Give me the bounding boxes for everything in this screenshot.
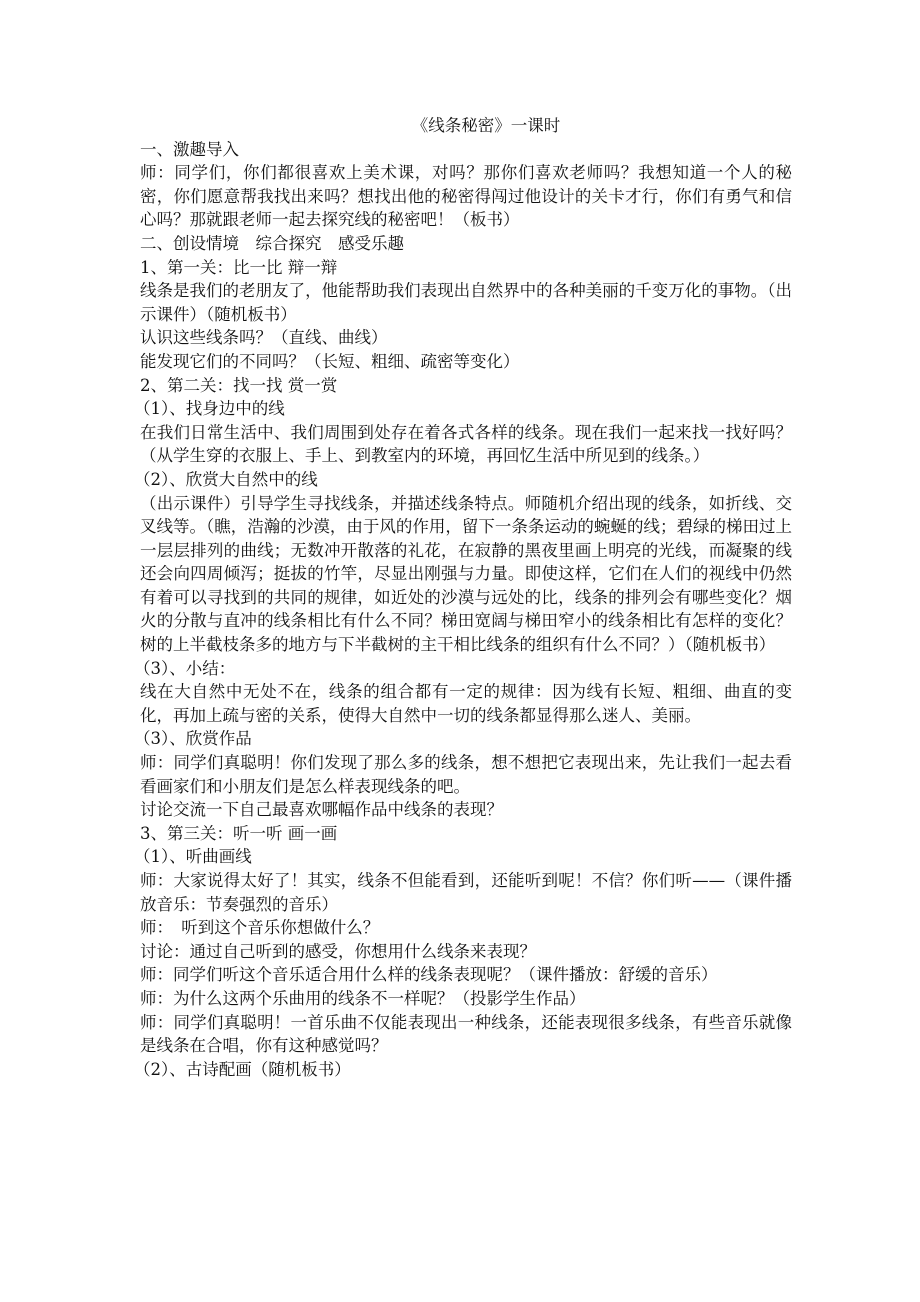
- subsection-heading: （3）、小结：: [134, 658, 236, 678]
- paragraph: 师：大家说得太好了！其实，线条不但能看到，还能听到呢！不信？你们听——（课件播放音乐：节奏强烈的音乐）: [140, 871, 792, 914]
- section-heading: 3、第三关：听一听 画一画: [140, 823, 338, 843]
- paragraph: 认识这些线条吗？（直线、曲线）: [140, 328, 388, 348]
- document-page: [134, 114, 792, 1081]
- paragraph: 师：同学们听这个音乐适合用什么样的线条表现呢？（课件播放：舒缓的音乐）: [140, 965, 718, 985]
- paragraph: 师： 听到这个音乐你想做什么？: [140, 918, 380, 938]
- document-title: 《线条秘密》一课时: [411, 116, 561, 135]
- subsection-heading: （1）、听曲画线: [134, 847, 252, 867]
- section-heading: 2、第二关：找一找 赏一赏: [140, 375, 338, 395]
- section-heading: 二、创设情境 综合探究 感受乐趣: [140, 233, 404, 253]
- section-heading: 一、激趣导入: [140, 139, 239, 159]
- paragraph: 在我们日常生活中、我们周围到处存在着各式各样的线条。现在我们一起来找一找好吗？（从学生穿的衣服上、手上、到教室内的环境，再回忆生活中所见到的线条。）: [140, 422, 792, 466]
- section-heading: 1、第一关：比一比 辩一辩: [140, 257, 338, 277]
- paragraph: 师：同学们，你们都很喜欢上美术课，对吗？那你们喜欢老师吗？我想知道一个人的秘密，你们愿意帮我找出来吗？想找出他的秘密得闯过他设计的关卡才行，你们有勇气和信心吗？那就跟老师一起去探究线的秘密吧！（板书）: [140, 163, 792, 230]
- document-body: [134, 138, 792, 1082]
- paragraph: 讨论交流一下自己最喜欢哪幅作品中线条的表现？: [140, 800, 503, 820]
- paragraph: 线在大自然中无处不在，线条的组合都有一定的规律：因为线有长短、粗细、曲直的变化，再加上疏与密的关系，使得大自然中一切的线条都显得那么迷人、美丽。: [140, 682, 792, 725]
- subsection-heading: （1）、找身边中的线: [134, 399, 285, 419]
- paragraph: 师：同学们真聪明！一首乐曲不仅能表现出一种线条，还能表现很多线条，有些音乐就像是线条在合唱，你有这种感觉吗？: [140, 1012, 792, 1056]
- subsection-heading: （3）、欣赏作品: [134, 729, 252, 749]
- paragraph: （出示课件）引导学生寻找线条，并描述线条特点。师随机介绍出现的线条，如折线、交叉线等。（瞧，浩瀚的沙漠，由于风的作用，留下一条条运动的蜿蜒的线；碧绿的梯田过上一层层排列的曲线；无数冲开散落的礼花，在寂静的黑夜里画上明亮的光线，而凝聚的线还会向四周倾泻；挺拔的竹竿，尽显出刚强与力量。即使这样，它们在人们的视线中仍然有着可以寻找到的共同的规律，如近处的沙漠与远处的比，线条的排列会有哪些变化？烟火的分散与直冲的线条相比有什么不同？梯田宽阔与梯田窄小的线条相比有怎样的变化？树的上半截枝条多的地方与下半截树的主干相比线条的组织有什么不同？）（随机板书）: [140, 493, 792, 655]
- subsection-heading: （2）、欣赏大自然中的线: [134, 469, 318, 489]
- paragraph: 能发现它们的不同吗？（长短、粗细、疏密等变化）: [140, 351, 520, 371]
- paragraph: 师：同学们真聪明！你们发现了那么多的线条，想不想把它表现出来，先让我们一起去看看画家们和小朋友们是怎么样表现线条的吧。: [140, 753, 792, 796]
- paragraph: 线条是我们的老朋友了，他能帮助我们表现出自然界中的各种美丽的千变万化的事物。（出示课件）（随机板书）: [140, 281, 792, 324]
- paragraph: 讨论：通过自己听到的感受，你想用什么线条来表现？: [140, 941, 536, 961]
- paragraph: 师：为什么这两个乐曲用的线条不一样呢？（投影学生作品）: [140, 988, 586, 1008]
- subsection-heading: （2）、古诗配画（随机板书）: [134, 1059, 351, 1079]
